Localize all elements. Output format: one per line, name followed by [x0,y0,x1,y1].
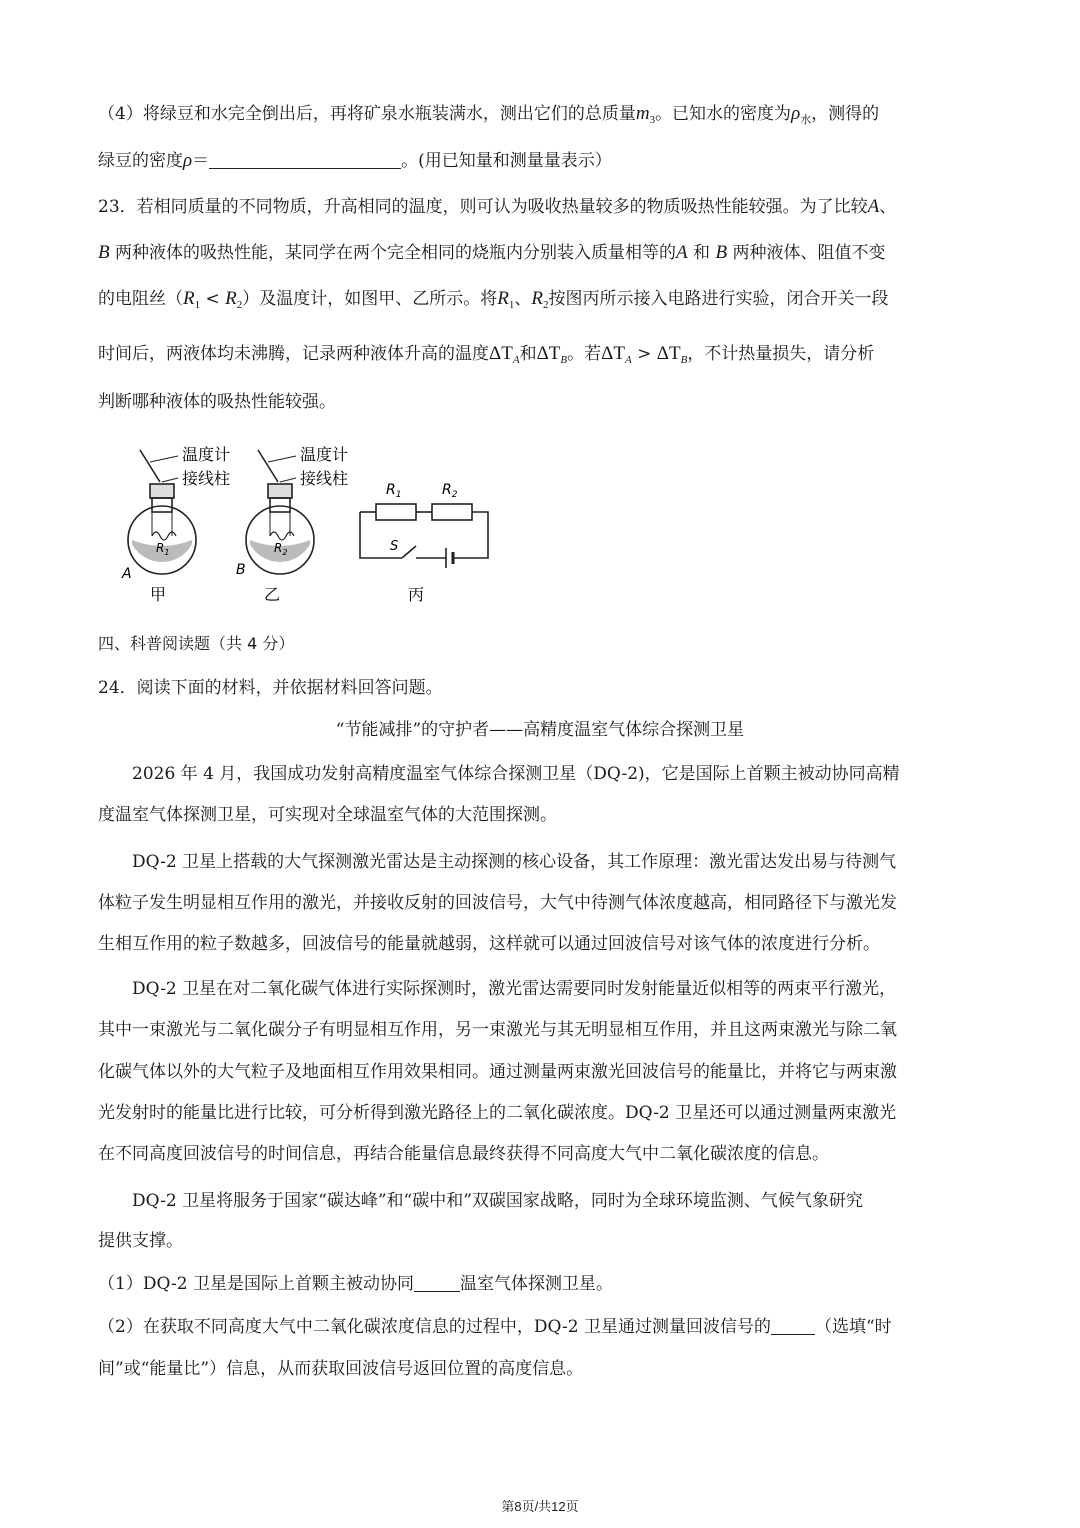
text: 。已知水的密度为 [655,104,792,124]
experiment-figure [110,440,510,610]
text: ，不计热量损失，请分析 [687,344,875,364]
q23-line2 [98,241,1000,265]
sub-B: B [680,354,688,366]
q22-4-line1 [98,102,1000,132]
sub-A: A [512,354,520,366]
letter-A: A [122,566,132,582]
caption-bing: 丙 [408,585,425,604]
var-B: B [98,242,110,263]
text: 的电阻丝（ [98,289,183,309]
label-r2: $R_2$ [442,482,458,500]
page-footer: 第8页/共12页 [501,1499,579,1514]
var-R: R [183,288,195,309]
text: < [200,289,226,309]
sub-1: 1 [194,299,201,311]
var-dT: ΔT [656,343,681,364]
p4-line2: 提供支撑。 [98,1231,183,1251]
text: 按图丙所示接入电路进行实验，闭合开关一段 [548,289,889,309]
switch [402,546,416,558]
flask-body-a [128,506,196,574]
var-dT: ΔT [536,343,561,364]
sub-2: 2 [236,299,243,311]
resistor-r2 [432,504,472,520]
terminal-label-b: 接线柱 [300,469,349,488]
r1-in-flask: $R_1$ [156,541,170,557]
text: 和 [693,243,711,263]
q24-1 [98,1272,1000,1296]
sub-3: 3 [649,114,656,126]
thermo-label-a: 温度计 [182,445,231,464]
caption-jia: 甲 [150,585,167,604]
text: 两种液体的吸热性能，某同学在两个完全相同的烧瓶内分别装入质量相等的 [115,243,677,263]
p2-line1: DQ-2 卫星上搭载的大气探测激光雷达是主动探测的核心设备，其工作原理：激光雷达发出易与待测气 [132,852,897,872]
text: > [631,344,657,364]
letter-B: B [236,562,246,578]
text: 23．若相同质量的不同物质，升高相同的温度，则可认为吸收热量较多的物质吸热性能较强。为了比较 [98,197,868,217]
text: 判断哪种液体的吸热性能较强。 [98,392,336,412]
stopper-a [150,484,174,498]
q23-line1 [98,195,1000,219]
text: ＝ [192,151,210,171]
thermo-label-b: 温度计 [300,445,349,464]
text: ）及温度计，如图甲、乙所示。将 [242,289,498,309]
text: 绿豆的密度 [98,151,183,171]
var-rho: ρ [791,103,801,124]
p3-line4: 光发射时的能量比进行比较，可分析得到激光路径上的二氧化碳浓度。DQ-2 卫星还可以通过测量两束激光 [98,1103,897,1123]
text: 、 [879,197,897,217]
label-r1: $R_1$ [386,482,402,500]
var-R: R [531,288,543,309]
sub-2: 2 [543,299,549,311]
var-R: R [497,288,509,309]
answer-blank[interactable] [771,1316,815,1335]
var-R: R [225,288,237,309]
sub-1: 1 [508,299,515,311]
p3-line3: 化碳气体以外的大气粒子及地面相互作用效果相同。通过测量两束激光回波信号的能量比，并将它与两束激 [98,1062,897,1082]
terminal-label-a: 接线柱 [182,469,231,488]
var-B: B [715,242,728,263]
q24-2-line1 [98,1315,1000,1339]
q24-2-line2: 间”或“能量比”）信息，从而获取回波信号返回位置的高度信息。 [98,1359,584,1379]
q23-line5 [98,390,1000,414]
p2-line2: 体粒子发生明显相互作用的激光，并接收反射的回波信号，大气中待测气体浓度越高，相同路径下与激光发 [98,893,897,913]
var-dT: ΔT [489,343,513,364]
article-title: “节能减排”的守护者——高精度温室气体综合探测卫星 [335,720,745,740]
p2-line3: 生相互作用的粒子数越多，回波信号的能量就越弱，这样就可以通过回波信号对该气体的浓度进行分析。 [98,934,880,954]
sub-A: A [624,354,632,366]
text: ，测得的 [811,104,880,124]
answer-blank[interactable] [209,150,401,169]
text: 。(用已知量和测量量表示） [401,151,612,171]
section-heading: 四、科普阅读题（共 4 分） [98,634,295,653]
q23-line4 [98,342,1000,372]
text: 。若 [567,344,602,364]
p3-line5: 在不同高度回波信号的时间信息，再结合能量信息最终获得不同高度大气中二氧化碳浓度的信息。 [98,1144,829,1164]
p1-line2: 度温室气体探测卫星，可实现对全球温室气体的大范围探测。 [98,805,557,825]
text: （选填“时 [814,1317,892,1337]
sub-B: B [560,354,568,366]
p4-line1: DQ-2 卫星将服务于国家“碳达峰”和“碳中和”双碳国家战略，同时为全球环境监测、气候气象研究 [132,1191,863,1211]
r2-in-flask: $R_2$ [274,541,288,557]
resistor-r1 [376,504,416,520]
var-A: A [676,242,688,263]
sub-water: 水 [800,114,812,126]
q24-intro: 24．阅读下面的材料，并依据材料回答问题。 [98,678,443,698]
q23-line3 [98,287,1000,317]
text: （4）将绿豆和水完全倒出后，再将矿泉水瓶装满水，测出它们的总质量 [98,104,636,124]
text: （1）DQ-2 卫星是国际上首颗主被动协同 [98,1274,414,1294]
thermometer-a [140,450,160,482]
answer-blank[interactable] [414,1273,460,1292]
caption-yi: 乙 [264,585,281,604]
p1-line1: 2026 年 4 月，我国成功发射高精度温室气体综合探测卫星（DQ-2)，它是国际上首颗主被动协同高精 [132,764,900,784]
var-dT: ΔT [601,343,625,364]
var-rho: ρ [183,150,193,171]
text: 和 [519,344,537,364]
q22-4-line2 [98,149,1000,173]
text: 、 [514,289,532,309]
text: 时间后，两液体均未沸腾，记录两种液体升高的温度 [98,344,489,364]
label-s: S [390,539,399,554]
text: （2）在获取不同高度大气中二氧化碳浓度信息的过程中，DQ-2 卫星通过测量回波信号的 [98,1317,771,1337]
var-m: m [635,103,650,124]
p3-line2: 其中一束激光与二氧化碳分子有明显相互作用，另一束激光与其无明显相互作用，并且这两束激光与除二氧 [98,1020,897,1040]
text: 温室气体探测卫星。 [459,1274,613,1294]
text: 两种液体、阻值不变 [732,243,886,263]
circuit [360,504,488,568]
p3-line1: DQ-2 卫星在对二氧化碳气体进行实际探测时，激光雷达需要同时发射能量近似相等的两束平行激光， [132,979,897,999]
var-A: A [867,196,880,217]
